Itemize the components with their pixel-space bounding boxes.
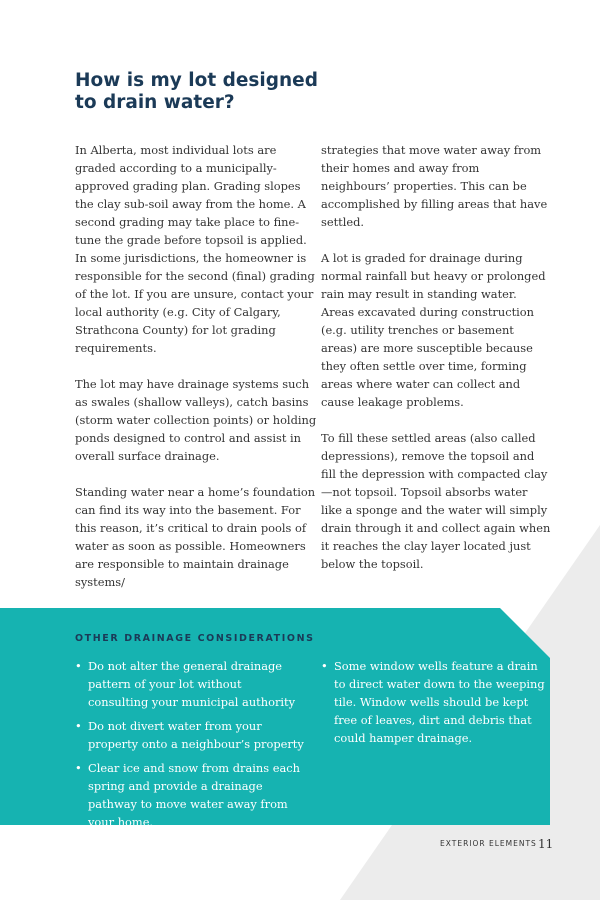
list-item: • Do not alter the general drainage pattern of your lot without consulting your municipal authority [75,657,305,711]
page-number: 11 [538,837,554,851]
body-paragraph: A lot is graded for drainage during normal rainfall but heavy or prolonged rain may result in standing water. Areas excavated during construction (e.g. utility trenches or basement areas) are more susceptible because they often settle over time, forming areas where water can collect and cause leakage problems. [321,251,546,409]
body-paragraph: Standing water near a home’s foundation can find its way into the basement. For this reason, it’s critical to drain pools of water as soon as possible. Homeowners are responsible to maintain drainage systems/ [75,485,316,589]
list-item: • Some window wells feature a drain to direct water down to the weeping tile. Window wells should be kept free of leaves, dirt and debris that could hamper drainage. [321,657,551,747]
list-item: • Clear ice and snow from drains each spring and provide a drainage pathway to move water away from your home. [75,759,305,831]
page-title: How is my lot designed to drain water? [75,70,318,113]
body-paragraph: strategies that move water away from their homes and away from neighbours’ properties. This can be accomplished by filling areas that have settled. [321,143,548,229]
body-paragraph: To fill these settled areas (also called depressions), remove the topsoil and fill the depression with compacted clay—not topsoil. Topsoil absorbs water like a sponge and the water will simply drain through it and collect again when it reaches the clay layer located just below the topsoil. [321,431,551,571]
body-paragraph: The lot may have drainage systems such as swales (shallow valleys), catch basins (storm water collection points) or holding ponds designed to control and assist in overall surface drainage. [75,377,317,463]
footer-section-label: EXTERIOR ELEMENTS [440,839,537,848]
list-item: • Do not divert water from your property onto a neighbour’s property [75,717,305,753]
body-paragraph: In Alberta, most individual lots are graded according to a municipally-approved grading plan. Grading slopes the clay sub-soil away from the home. A second grading may take place to fine-tune the grade before topsoil is applied. In some jurisdictions, the homeowner is responsible for the second (final) grading of the lot. If you are unsure, contact your local authority (e.g. City of Calgary, Strathcona County) for lot grading requirements. [75,143,315,355]
callout-bullets-right [321,657,551,753]
callout-bullets-left [75,657,305,837]
callout-box [75,633,555,829]
callout-heading: OTHER DRAINAGE CONSIDERATIONS [75,633,315,644]
